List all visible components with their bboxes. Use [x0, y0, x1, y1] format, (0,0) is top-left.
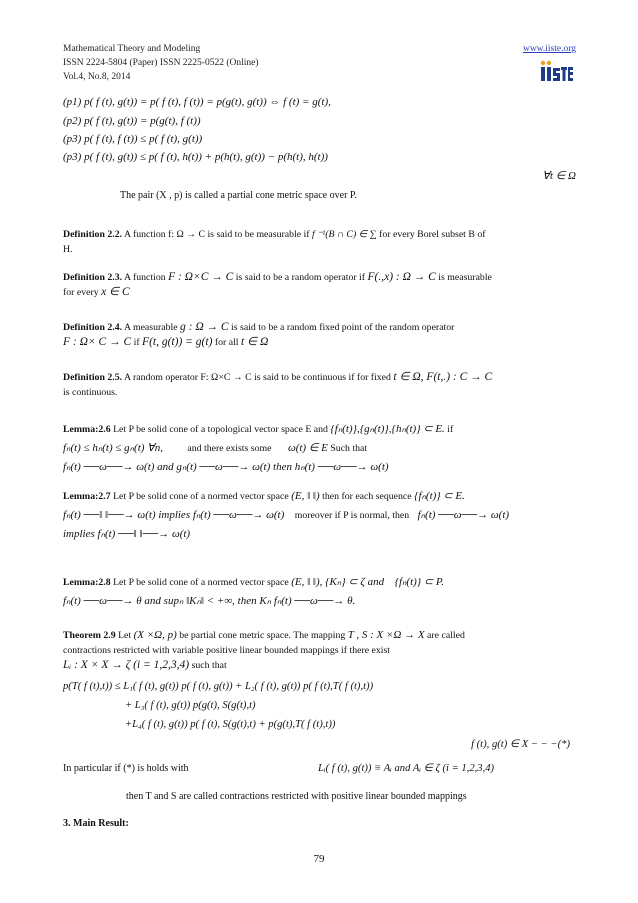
lemma-math: ω(t) ∈ E [287, 442, 328, 454]
theorem-inequality-line-2: + L₃( f (t), g(t)) p(g(t), S(g(t),t) [125, 700, 256, 711]
partial-cone-pair-text: The pair (X , p) is called a partial cone metric space over P. [120, 190, 357, 201]
definition-text: is continuous. [63, 387, 118, 398]
definition-math: F(.,x) : Ω → C [367, 271, 436, 283]
lemma-math: {fₙ(t)} ⊂ P. [394, 576, 444, 588]
definition-text: is measurable [435, 272, 492, 283]
definition-label: Definition 2.5. [63, 372, 123, 383]
lemma-2-7 [63, 487, 576, 544]
section-3-heading: 3. Main Result: [63, 818, 129, 829]
definition-text: A function [123, 272, 169, 283]
lemma-text: then for each sequence [322, 491, 412, 502]
lemma-text: moreover if P is normal, then [294, 510, 410, 521]
definition-text: A measurable [123, 322, 181, 333]
definition-math: x ∈ C [101, 286, 130, 298]
journal-url-link[interactable]: www.iiste.org [522, 44, 576, 54]
lemma-math: fₙ(t) ──ω──→ ω(t) and gₙ(t) ──ω──→ ω(t) then hₙ(t) ──ω──→ ω(t) [63, 461, 389, 473]
lemma-math: fₙ(t) ──ω──→ ω(t) [417, 509, 510, 521]
theorem-text: are called [424, 630, 465, 641]
lemma-label: Lemma:2.7 [63, 491, 111, 502]
definition-text: H. [63, 244, 73, 255]
theorem-particular-math: Lᵢ( f (t), g(t)) ≡ Aᵢ and Aᵢ ∈ ζ (i = 1,2,3,4) [318, 763, 495, 774]
definition-math: F : Ω× C → C [63, 336, 132, 348]
definition-text: for all [212, 337, 241, 348]
lemma-math: (E, ‖ ‖), {Kₙ} ⊂ ζ and [291, 576, 385, 588]
forall-t: ∀t ∈ Ω [542, 170, 576, 182]
lemma-math: (E, ‖ ‖) [291, 490, 320, 502]
theorem-text: such that [189, 660, 227, 671]
journal-title: Mathematical Theory and Modeling [63, 44, 201, 54]
iiste-logo [540, 58, 574, 82]
definition-label: Definition 2.3. [63, 272, 123, 283]
definition-math: f ⁻¹(B ∩ C) ∈ ∑ [311, 229, 377, 240]
theorem-inequality-line-1: p(T( f (t),t)) ≤ L₁( f (t), g(t)) p( f (t), g(t)) + L₂( f (t), g(t)) p( f (t),T( f (t),t)) [63, 681, 374, 692]
theorem-math: (X ×Ω, p) [133, 629, 177, 641]
definition-text: is said to be a random fixed point of the random operator [228, 322, 455, 333]
theorem-text: be partial cone metric space. The mapping [176, 630, 348, 641]
lemma-text: if [447, 424, 454, 435]
definition-text: for every Borel subset B of [376, 229, 486, 240]
lemma-label: Lemma:2.6 [63, 424, 111, 435]
lemma-text: Let P be solid cone of a normed vector space [113, 491, 289, 502]
definition-2-2 [63, 227, 576, 257]
theorem-math: Lᵢ : X × X → ζ (i = 1,2,3,4) [63, 659, 190, 671]
condition-p2: (p2) p( f (t), g(t)) = p(g(t), f (t)) [63, 115, 201, 127]
definition-math: F(t, g(t)) = g(t) [142, 336, 213, 348]
lemma-text: and there exists some [187, 443, 272, 454]
theorem-inequality-line-4: f (t), g(t) ∈ X − − −(*) [471, 739, 570, 750]
lemma-math: implies fₙ(t) ──‖ ‖──→ ω(t) [63, 528, 191, 540]
theorem-inequality-line-3: +L₄( f (t), g(t)) p( f (t), S(g(t),t) + p(g(t),T( f (t),t)) [125, 719, 336, 730]
lemma-text: Let P be solid cone of a topological vector space E and [113, 424, 328, 435]
lemma-label: Lemma:2.8 [63, 577, 111, 588]
definition-text: A function f: Ω → C is said to be measurable if [123, 229, 312, 240]
theorem-particular-text: In particular if (*) is holds with [63, 763, 189, 774]
definition-text: A random operator F: Ω×C → C is said to be continuous if for fixed [123, 372, 394, 383]
lemma-2-8 [63, 573, 576, 611]
definition-math: t ∈ Ω [240, 336, 269, 348]
definition-math: t ∈ Ω, F(t,.) : C → C [393, 371, 493, 383]
theorem-2-9 [63, 628, 576, 673]
definition-text: for every [63, 287, 102, 298]
theorem-text: Let [118, 630, 134, 641]
theorem-conclusion: then T and S are called contractions restricted with positive linear bounded mappings [126, 791, 467, 802]
lemma-math: fₙ(t) ≤ hₙ(t) ≤ gₙ(t) ∀n, [63, 442, 163, 454]
theorem-text: contractions restricted with variable positive linear bounded mappings if there exist [63, 645, 391, 656]
definition-label: Definition 2.4. [63, 322, 123, 333]
definition-label: Definition 2.2. [63, 229, 123, 240]
issn-line: ISSN 2224-5804 (Paper) ISSN 2225-0522 (Online) [63, 58, 259, 68]
condition-p3-triangle: (p3) p( f (t), g(t)) ≤ p( f (t), h(t)) + p(h(t), g(t)) − p(h(t), h(t)) [63, 151, 328, 163]
page-number: 79 [313, 853, 325, 865]
definition-text: is said to be a random operator if [233, 272, 368, 283]
condition-p3: (p3) p( f (t), f (t)) ≤ p( f (t), g(t)) [63, 133, 203, 145]
theorem-label: Theorem 2.9 [63, 630, 116, 641]
definition-2-4 [63, 320, 576, 350]
definition-2-5 [63, 370, 576, 400]
lemma-text: Such that [330, 443, 368, 454]
lemma-math: {fₙ(t)},{gₙ(t)},{hₙ(t)} ⊂ E. [330, 423, 445, 435]
definition-math: g : Ω → C [180, 321, 229, 333]
lemma-math: {fₙ(t)} ⊂ E. [414, 490, 465, 502]
lemma-2-6 [63, 420, 576, 477]
lemma-text: Let P be solid cone of a normed vector space [113, 577, 289, 588]
definition-2-3 [63, 270, 576, 300]
definition-text: if [131, 337, 143, 348]
condition-p1: (p1) p( f (t), g(t)) = p( f (t), f (t)) = p(g(t), g(t)) ⇔ f (t) = g(t), [63, 96, 331, 108]
definition-math: F : Ω×C → C [168, 271, 234, 283]
theorem-math: T , S : X ×Ω → X [347, 629, 425, 641]
lemma-math: fₙ(t) ──‖ ‖──→ ω(t) implies fₙ(t) ──ω──→ ω(t) [63, 509, 285, 521]
volume-line: Vol.4, No.8, 2014 [63, 72, 131, 82]
lemma-math: fₙ(t) ──ω──→ θ and supₙ ‖Kₙ‖ < +∞, then Kₙ fₙ(t) ──ω──→ θ. [63, 595, 356, 607]
